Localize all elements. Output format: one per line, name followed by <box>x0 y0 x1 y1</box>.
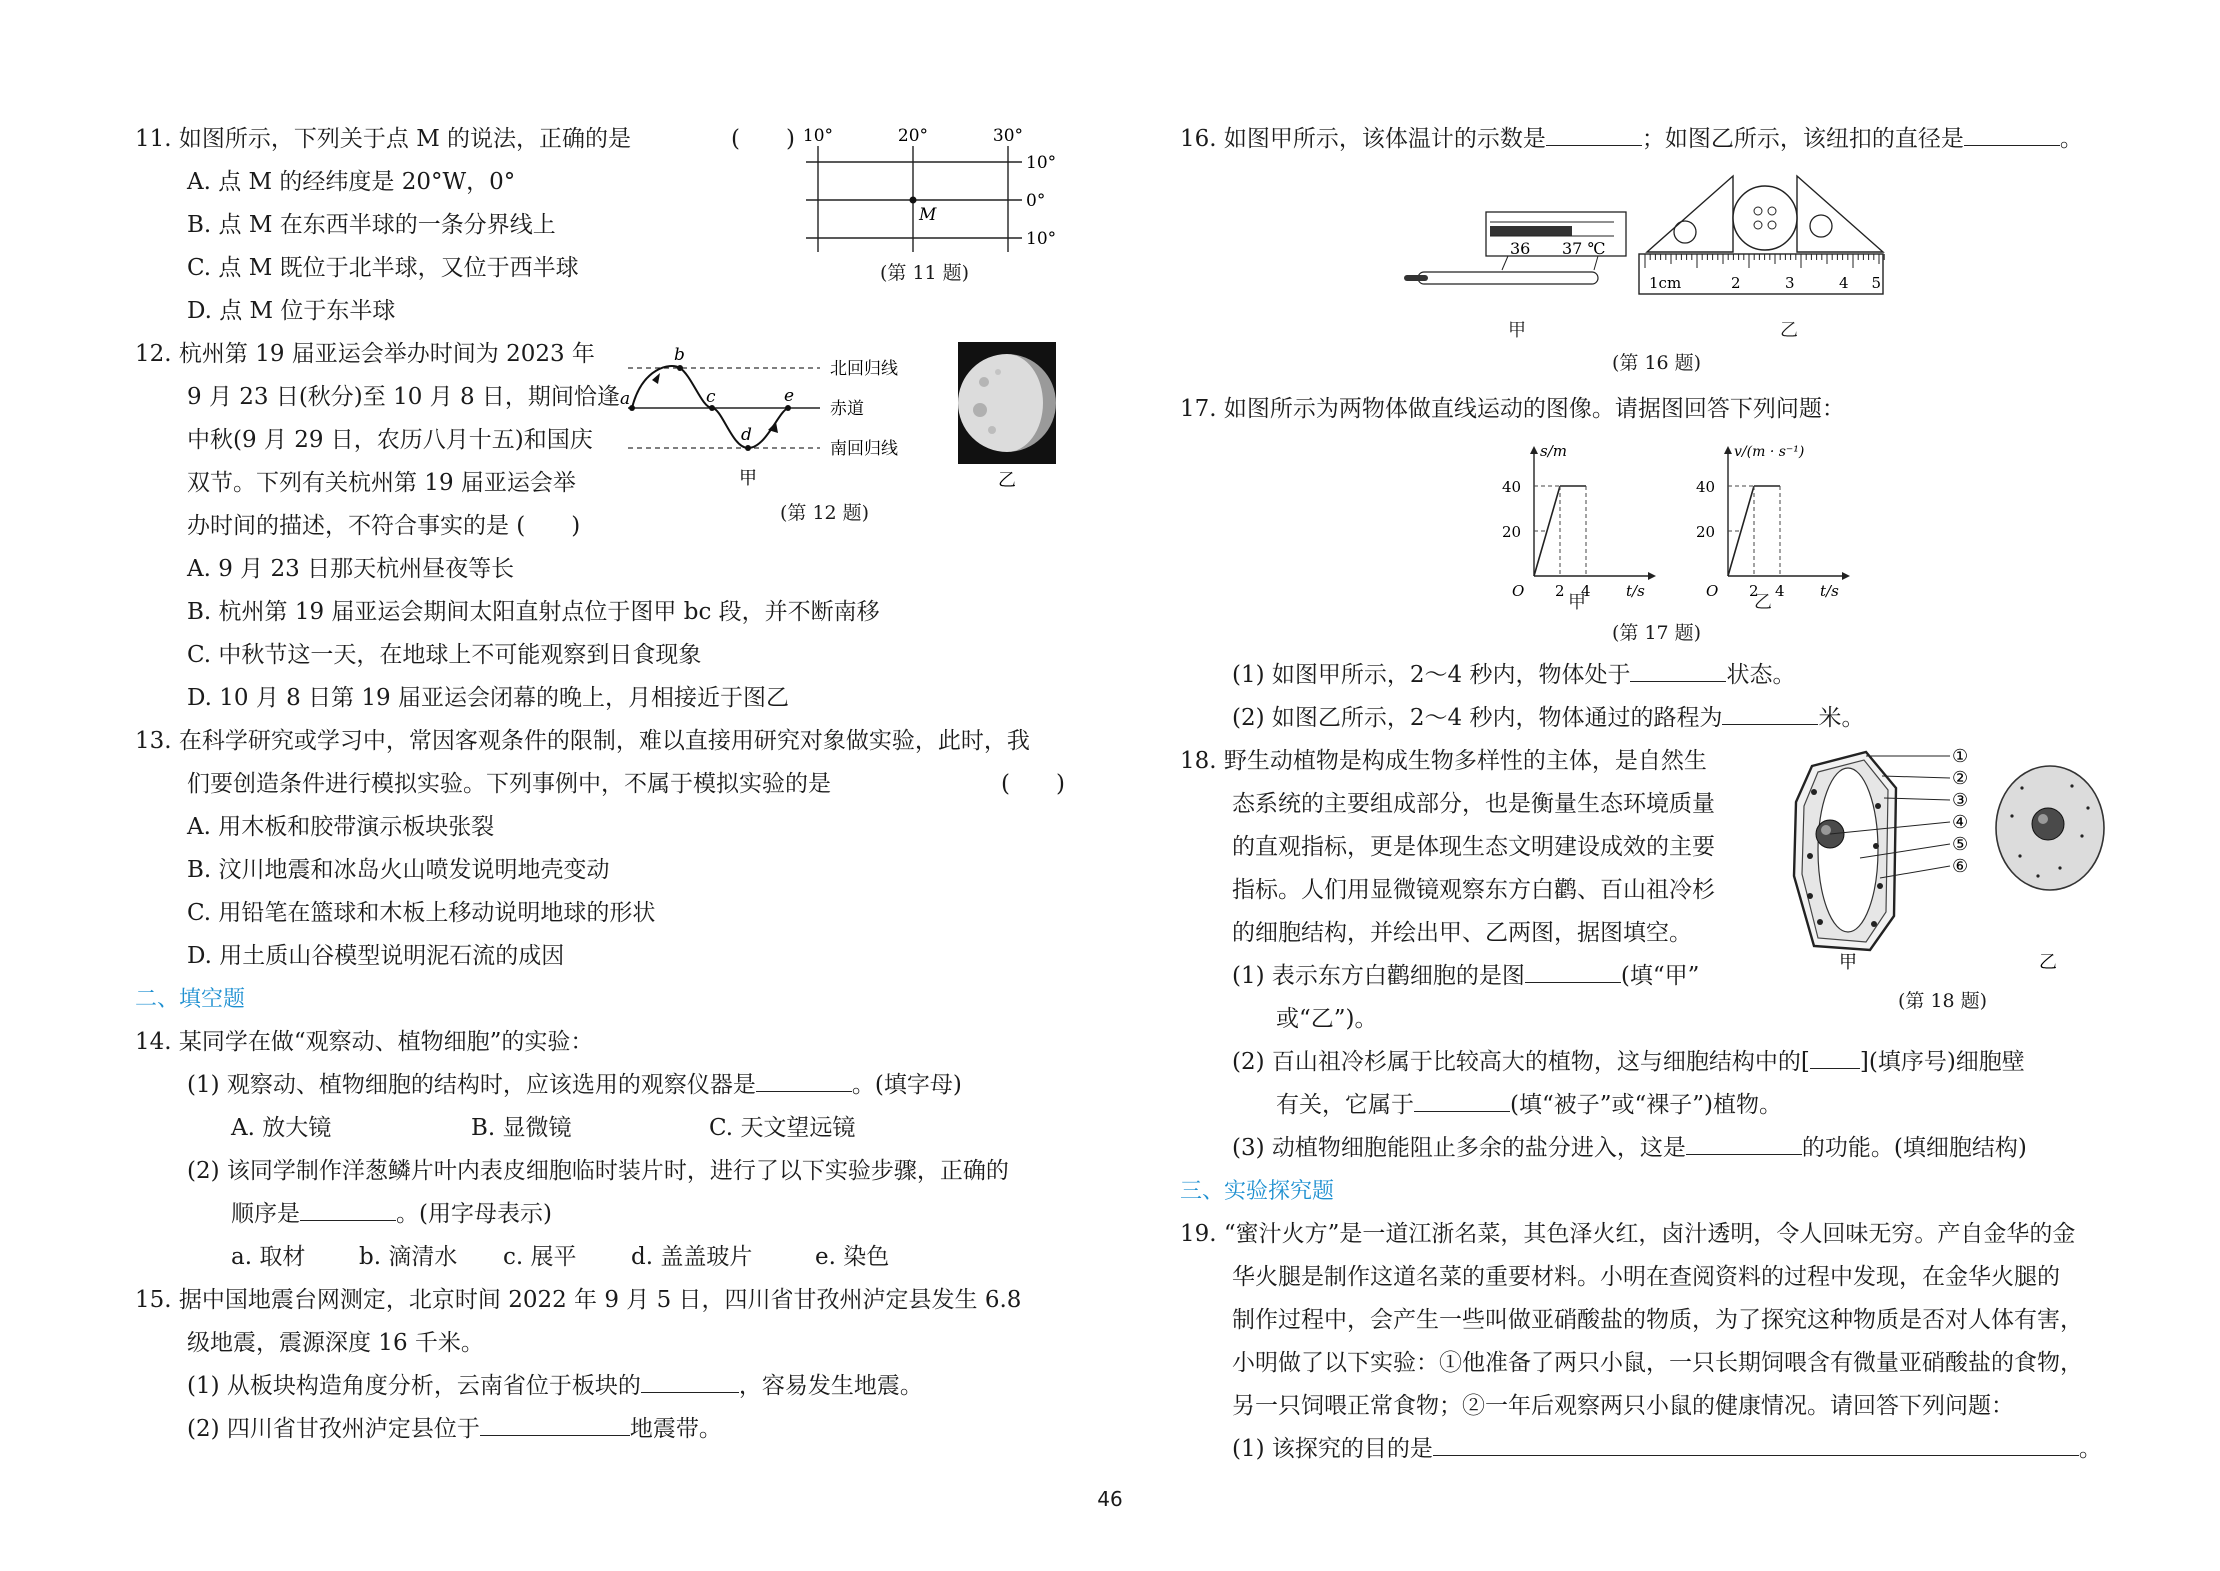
answer-blank[interactable] <box>641 1368 739 1393</box>
section-heading-experiment: 三、实验探究题 <box>1180 1179 1335 1204</box>
q12-caption: (第 12 题) <box>780 502 870 524</box>
q19-line-5: 另一只饲喂正常食物；②一年后观察两只小鼠的健康情况。请回答下列问题： <box>1232 1393 2014 1419</box>
answer-paren: ( ) <box>1001 771 1065 797</box>
q18-figure <box>1790 746 2120 986</box>
y-tick: 20 <box>1502 523 1522 541</box>
q14-part-1: (1) 观察动、植物细胞的结构时，应该选用的观察仪器是 。(填字母) <box>135 1064 1065 1107</box>
line-label: 南回归线 <box>830 439 898 459</box>
q18-part-3: (3) 动植物细胞能阻止多余的盐分进入，这是 的功能。(填细胞结构) <box>1180 1127 2110 1170</box>
label-yi: 乙 <box>998 470 1016 491</box>
right-column <box>1180 118 2110 161</box>
q17-label-yi: 乙 <box>1754 592 1772 613</box>
label-yi: 乙 <box>2039 952 2057 973</box>
q17-caption: (第 17 题) <box>1612 622 1702 644</box>
moon-phase-image <box>958 342 1058 492</box>
answer-blank[interactable] <box>1525 958 1621 983</box>
q13-option-a: A. 用木板和胶带演示板块张裂 <box>187 814 495 840</box>
q12-line-4: 双节。下列有关杭州第 19 届亚运会举 <box>187 470 576 496</box>
q17-graph-jia <box>1498 440 1688 610</box>
cell-diagrams <box>1790 746 2120 986</box>
point-label: d <box>741 425 752 445</box>
q17-label-jia: 甲 <box>1568 592 1586 613</box>
q19-part-1: (1) 该探究的目的是 。 <box>1180 1428 2110 1471</box>
right-label: 10° <box>1026 153 1057 173</box>
q17-stem: 17. 如图所示为两物体做直线运动的图像。请据图回答下列问题： <box>1180 396 1845 422</box>
option: a. 取材 <box>231 1244 306 1270</box>
q11-option-a: A. 点 M 的经纬度是 20°W，0° <box>187 169 516 195</box>
answer-blank[interactable] <box>756 1067 852 1092</box>
page-number: 46 <box>1097 1487 1123 1511</box>
q12-line-1: 12. 杭州第 19 届亚运会举办时间为 2023 年 <box>135 341 595 367</box>
line-label: 北回归线 <box>830 359 898 379</box>
q15-line-2: 级地震，震源深度 16 千米。 <box>187 1330 484 1356</box>
q11-caption: (第 11 题) <box>880 262 970 284</box>
q15-line-1: 15. 据中国地震台网测定，北京时间 2022 年 9 月 5 日，四川省甘孜州泸定县发生 6.8 <box>135 1287 1022 1313</box>
ruler-label: 3 <box>1785 274 1795 292</box>
q17-block <box>1180 388 2110 431</box>
option: e. 染色 <box>815 1244 890 1270</box>
ruler-label: 4 <box>1839 274 1849 292</box>
point-label: a <box>620 389 631 409</box>
q18-line-5: 的细胞结构，并绘出甲、乙两图，据图填空。 <box>1232 920 1692 946</box>
label-jia: 甲 <box>739 468 757 489</box>
structure-label: ② <box>1952 768 1969 789</box>
x-axis-label: t/s <box>1820 582 1839 600</box>
q11-option-d: D. 点 M 位于东半球 <box>187 298 396 324</box>
answer-blank[interactable] <box>1722 700 1818 725</box>
q13-option-d: D. 用土质山谷模型说明泥石流的成因 <box>187 943 565 969</box>
answer-blank[interactable] <box>1964 121 2060 146</box>
thermometer <box>1398 168 1606 348</box>
q11-option-c: C. 点 M 既位于北半球，又位于西半球 <box>187 255 579 281</box>
y-axis-label: s/m <box>1540 442 1567 460</box>
q13-line-1: 13. 在科学研究或学习中，常因客观条件的限制，难以直接用研究对象做实验，此时，我 <box>135 728 1030 754</box>
q18-part-1-line-1: (1) 表示东方白鹳细胞的是图 (填“甲” <box>1180 955 2110 998</box>
line-label: 赤道 <box>830 399 864 419</box>
answer-blank[interactable] <box>1630 657 1726 682</box>
q12-option-b: B. 杭州第 19 届亚运会期间太阳直射点位于图甲 bc 段，并不断南移 <box>187 599 880 625</box>
q16-label-jia: 甲 <box>1508 320 1526 341</box>
structure-label: ⑥ <box>1952 856 1969 877</box>
origin-label: O <box>1706 582 1719 600</box>
structure-label: ① <box>1952 746 1969 767</box>
q19-line-3: 制作过程中，会产生一些叫做亚硝酸盐的物质，为了探究这种物质是否对人体有害， <box>1232 1307 2083 1333</box>
origin-label: O <box>1512 582 1525 600</box>
q14-part-1-options <box>135 1107 1065 1150</box>
s-t-graph <box>1498 440 1688 610</box>
answer-paren: ( ) <box>731 126 795 152</box>
x-tick: 2 <box>1749 582 1759 600</box>
q12-option-a: A. 9 月 23 日那天杭州昼夜等长 <box>187 556 515 582</box>
top-label: 30° <box>992 126 1024 146</box>
q12-option-d: D. 10 月 8 日第 19 届亚运会闭幕的晚上，月相接近于图乙 <box>187 685 789 711</box>
q13-option-b: B. 汶川地震和冰岛火山喷发说明地壳变动 <box>187 857 610 883</box>
answer-blank[interactable] <box>1433 1431 2079 1456</box>
answer-blank[interactable] <box>1414 1087 1510 1112</box>
q14-part-2-line-2: 顺序是 。(用字母表示) <box>135 1193 1065 1236</box>
q12-line-2: 9 月 23 日(秋分)至 10 月 8 日，期间恰逢 <box>187 384 620 410</box>
q19-line-2: 华火腿是制作这道名菜的重要材料。小明在查阅资料的过程中发现，在金华火腿的 <box>1232 1264 2060 1290</box>
option: b. 滴清水 <box>359 1244 458 1270</box>
q18-part-1-line-2: 或“乙”)。 <box>1276 1006 1378 1032</box>
x-axis-label: t/s <box>1626 582 1645 600</box>
q17-part-2: (2) 如图乙所示，2～4 秒内，物体通过的路程为 米。 <box>1180 697 2110 740</box>
q18-part-2-line-1: (2) 百山祖冷杉属于比较高大的植物，这与细胞结构中的[ ](填序号)细胞壁 <box>1180 1041 2110 1084</box>
ruler-label: 1cm <box>1649 274 1682 292</box>
q16-label-yi: 乙 <box>1780 320 1798 341</box>
q17-part-1: (1) 如图甲所示，2～4 秒内，物体处于 状态。 <box>1180 654 2110 697</box>
q18-line-4: 指标。人们用显微镜观察东方白鹳、百山祖冷杉 <box>1232 877 1715 903</box>
v-t-graph <box>1692 440 1902 610</box>
q14-part-2-line-1: (2) 该同学制作洋葱鳞片叶内表皮细胞临时装片时，进行了以下实验步骤，正确的 <box>187 1158 1009 1184</box>
ruler-label: 2 <box>1731 274 1741 292</box>
option: B. 显微镜 <box>471 1115 572 1141</box>
top-label: 20° <box>897 126 929 146</box>
y-tick: 40 <box>1696 478 1716 496</box>
q12-figure-yi <box>958 342 1058 492</box>
answer-blank[interactable] <box>1810 1044 1860 1069</box>
q11-option-b: B. 点 M 在东西半球的一条分界线上 <box>187 212 556 238</box>
option: d. 盖盖玻片 <box>631 1244 753 1270</box>
point-m <box>910 197 917 204</box>
option: C. 天文望远镜 <box>709 1115 856 1141</box>
q12-line-3: 中秋(9 月 29 日，农历八月十五)和国庆 <box>187 427 593 453</box>
structure-label: ④ <box>1952 812 1969 833</box>
structure-label: ⑤ <box>1952 834 1969 855</box>
q13-line-2: 们要创造条件进行模拟实验。下列事例中，不属于模拟实验的是 ( ) <box>135 763 1065 806</box>
q17-graph-yi <box>1692 440 1902 610</box>
point-label: c <box>706 387 716 407</box>
thermo-label: 37 ℃ <box>1562 239 1606 258</box>
q18-line-2: 态系统的主要组成部分，也是衡量生态环境质量 <box>1232 791 1715 817</box>
answer-blank[interactable] <box>1546 121 1642 146</box>
direct-point-diagram <box>620 340 920 490</box>
q15-part-2: (2) 四川省甘孜州泸定县位于 地震带。 <box>135 1408 1065 1451</box>
x-tick: 4 <box>1581 582 1591 600</box>
q13-option-c: C. 用铅笔在篮球和木板上移动说明地球的形状 <box>187 900 656 926</box>
q11-stem: 11. 如图所示，下列关于点 M 的说法，正确的是 ( ) <box>135 118 795 161</box>
q18-part-2-line-2: 有关，它属于 (填“被子”或“裸子”)植物。 <box>1180 1084 2110 1127</box>
option: A. 放大镜 <box>231 1115 332 1141</box>
left-column <box>135 118 1065 1451</box>
right-label: 0° <box>1026 191 1046 211</box>
x-tick: 2 <box>1555 582 1565 600</box>
q14-part-2-options <box>135 1236 1065 1279</box>
answer-blank[interactable] <box>480 1411 630 1436</box>
q16-caption: (第 16 题) <box>1612 352 1702 374</box>
section-heading-fill-blank: 二、填空题 <box>135 987 246 1012</box>
thermo-label: 36 <box>1510 239 1531 258</box>
q18-line-1: 18. 野生动植物是构成生物多样性的主体，是自然生 <box>1180 748 1707 774</box>
q19-line-1: 19. “蜜汁火方”是一道江浙名菜，其色泽火红，卤汁透明，令人回味无穷。产自金华的金 <box>1180 1221 2076 1247</box>
q18-line-3: 的直观指标，更是体现生态文明建设成效的主要 <box>1232 834 1715 860</box>
ruler-button <box>1637 170 1887 320</box>
right-label: 10° <box>1026 229 1057 249</box>
y-tick: 40 <box>1502 478 1522 496</box>
q12-option-c: C. 中秋节这一天，在地球上不可能观察到日食现象 <box>187 642 702 668</box>
q18-caption: (第 18 题) <box>1898 990 1988 1012</box>
q19-line-4: 小明做了以下实验：①他准备了两只小鼠，一只长期饲喂含有微量亚硝酸盐的食物， <box>1232 1350 2083 1376</box>
q12-line-5: 办时间的描述，不符合事实的是 ( ) <box>187 513 581 539</box>
point-label: b <box>674 345 685 365</box>
point-m-label: M <box>919 205 937 225</box>
option: c. 展平 <box>503 1244 577 1270</box>
q15-part-1: (1) 从板块构造角度分析，云南省位于板块的 ，容易发生地震。 <box>135 1365 1065 1408</box>
q16-figure-yi <box>1637 170 1887 320</box>
label-jia: 甲 <box>1839 952 1857 973</box>
answer-blank[interactable] <box>300 1196 396 1221</box>
q16-line: 16. 如图甲所示，该体温计的示数是 ；如图乙所示，该纽扣的直径是 。 <box>1180 118 2110 161</box>
q12-figure-jia <box>620 340 920 490</box>
q14-stem: 14. 某同学在做“观察动、植物细胞”的实验： <box>135 1029 594 1055</box>
top-label: 10° <box>802 126 834 146</box>
answer-blank[interactable] <box>1686 1130 1802 1155</box>
structure-label: ③ <box>1952 790 1969 811</box>
point-label: e <box>784 386 795 406</box>
ruler-label: 5 <box>1871 274 1881 292</box>
y-tick: 20 <box>1696 523 1716 541</box>
y-axis-label: v/(m · s⁻¹) <box>1734 444 1805 460</box>
x-tick: 4 <box>1775 582 1785 600</box>
